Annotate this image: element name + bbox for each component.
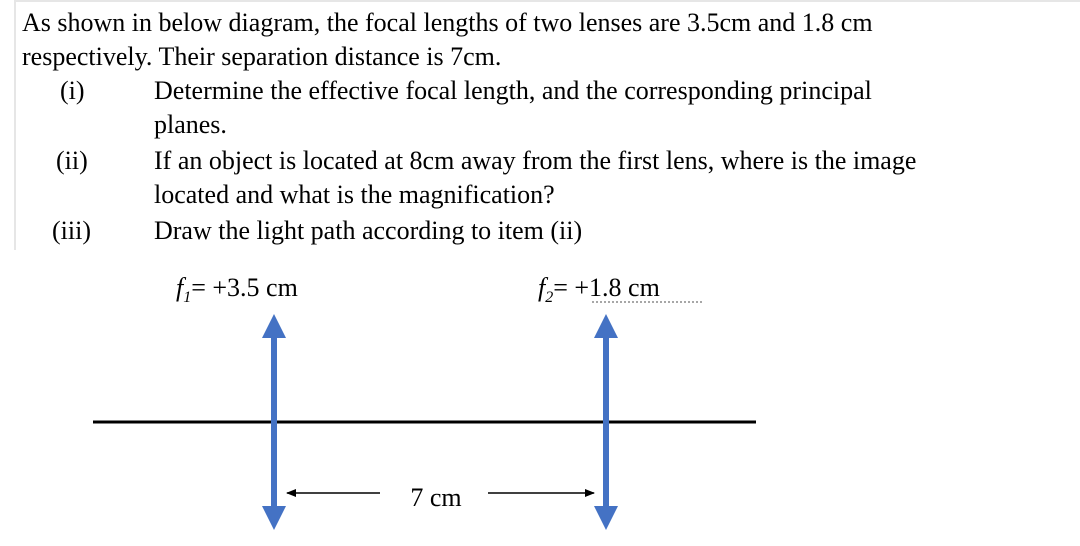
- intro-line-2: respectively. Their separation distance is 7cm.: [22, 42, 502, 71]
- intro-line-1: As shown in below diagram, the focal lengths of two lenses are 3.5cm and 1.8 cm: [22, 8, 873, 37]
- item-3-text: [154, 214, 582, 248]
- item-2-text: [154, 144, 916, 212]
- lens-2-focal-label: $f_2= +1.8$ cm: [538, 273, 660, 306]
- item-1-line-1: Determine the effective focal length, and the corresponding principal: [154, 76, 872, 105]
- left-border-line: [14, 0, 16, 250]
- lens-1-focal-label: $f_1= +3.5$ cm: [176, 273, 298, 306]
- problem-intro: [22, 6, 873, 74]
- item-1-line-2: planes.: [154, 110, 227, 139]
- lens-diagram: [0, 250, 1080, 546]
- item-2-line-2: located and what is the magnification?: [154, 180, 555, 209]
- item-3-number: (iii): [52, 216, 91, 245]
- item-2-number: (ii): [56, 146, 88, 175]
- item-2-line-1: If an object is located at 8cm away from the first lens, where is the image: [154, 146, 917, 175]
- item-1-number: (i): [60, 76, 85, 105]
- item-3-line-1: Draw the light path according to item (ii): [154, 216, 583, 245]
- top-border-line: [14, 0, 1080, 2]
- separation-label: 7 cm: [410, 483, 462, 512]
- item-1-text: [154, 74, 872, 142]
